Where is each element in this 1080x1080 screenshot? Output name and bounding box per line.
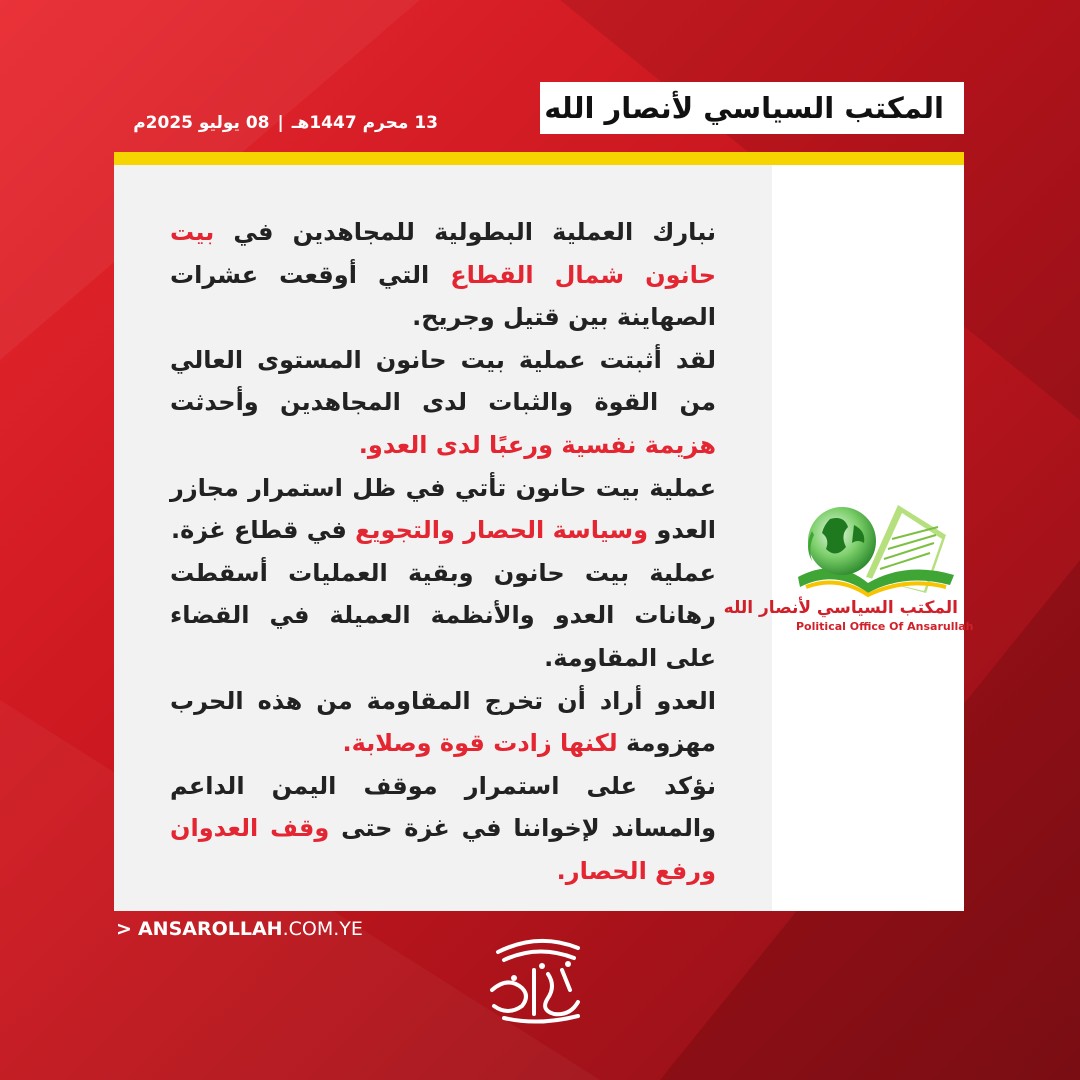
logo-arabic-text: المكتب السياسي لأنصار الله (723, 598, 958, 618)
statement-paragraph (170, 467, 716, 552)
text-segment: التي أوقعت عشرات الصهاينة بين قتيل وجريح. (170, 260, 716, 332)
statement-paragraph (170, 552, 716, 680)
website-name-bold: ANSAROLLAH (137, 918, 283, 940)
highlight-segment: وقف العدوان ورفع الحصار (170, 814, 716, 885)
text-segment: . (342, 729, 352, 758)
accent-bar (114, 152, 964, 165)
highlight-segment: بيت حانون شمال القطاع (170, 218, 716, 289)
statement-paragraph (170, 765, 716, 893)
date-line (133, 113, 438, 133)
title-box (540, 82, 964, 134)
statement-body (170, 211, 716, 893)
date-hijri: 13 محرم 1447هـ (291, 113, 438, 133)
text-segment: نؤكد على استمرار موقف اليمن الداعم والمساند لإخواننا في غزة حتى (170, 771, 716, 843)
logo-english-text: Political Office Of Ansarullah (796, 620, 974, 633)
text-segment: لقد أثبتت عملية بيت حانون المستوى العالي من القوة والثبات لدى المجاهدين وأحدثت (170, 345, 716, 417)
statement-paragraph (170, 211, 716, 339)
text-segment: نبارك العملية البطولية للمجاهدين في (214, 218, 716, 246)
text-segment: . (556, 856, 566, 885)
highlight-segment: لكنها زادت قوة وصلابة (351, 729, 618, 758)
website-link[interactable] (116, 918, 363, 940)
website-prefix: > (116, 918, 132, 940)
statement-paragraph (170, 680, 716, 765)
highlight-segment: هزيمة نفسية ورعبًا لدى العدو (367, 430, 716, 459)
page-title: المكتب السياسي لأنصار الله (544, 91, 944, 125)
ansarullah-calligraphy-logo-icon (478, 930, 598, 1030)
text-segment: عملية بيت حانون تأتي في ظل استمرار مجازر العدو (170, 473, 716, 545)
text-segment: . (358, 430, 368, 459)
highlight-segment: وسياسة الحصار والتجويع (355, 516, 649, 545)
text-segment: عملية بيت حانون وبقية العمليات أسقطت رهانات العدو والأنظمة العميلة في القضاء على المقاومة. (170, 558, 716, 672)
date-separator: | (277, 113, 284, 133)
website-name-rest: .COM.YE (282, 918, 363, 940)
statement-paragraph (170, 339, 716, 467)
text-segment: في قطاع غزة. (170, 516, 356, 545)
date-gregorian: 08 يوليو 2025م (133, 113, 270, 133)
statement-text-area (114, 165, 772, 911)
text-segment: العدو أراد أن تخرج المقاومة من هذه الحرب مهزومة (170, 686, 716, 758)
